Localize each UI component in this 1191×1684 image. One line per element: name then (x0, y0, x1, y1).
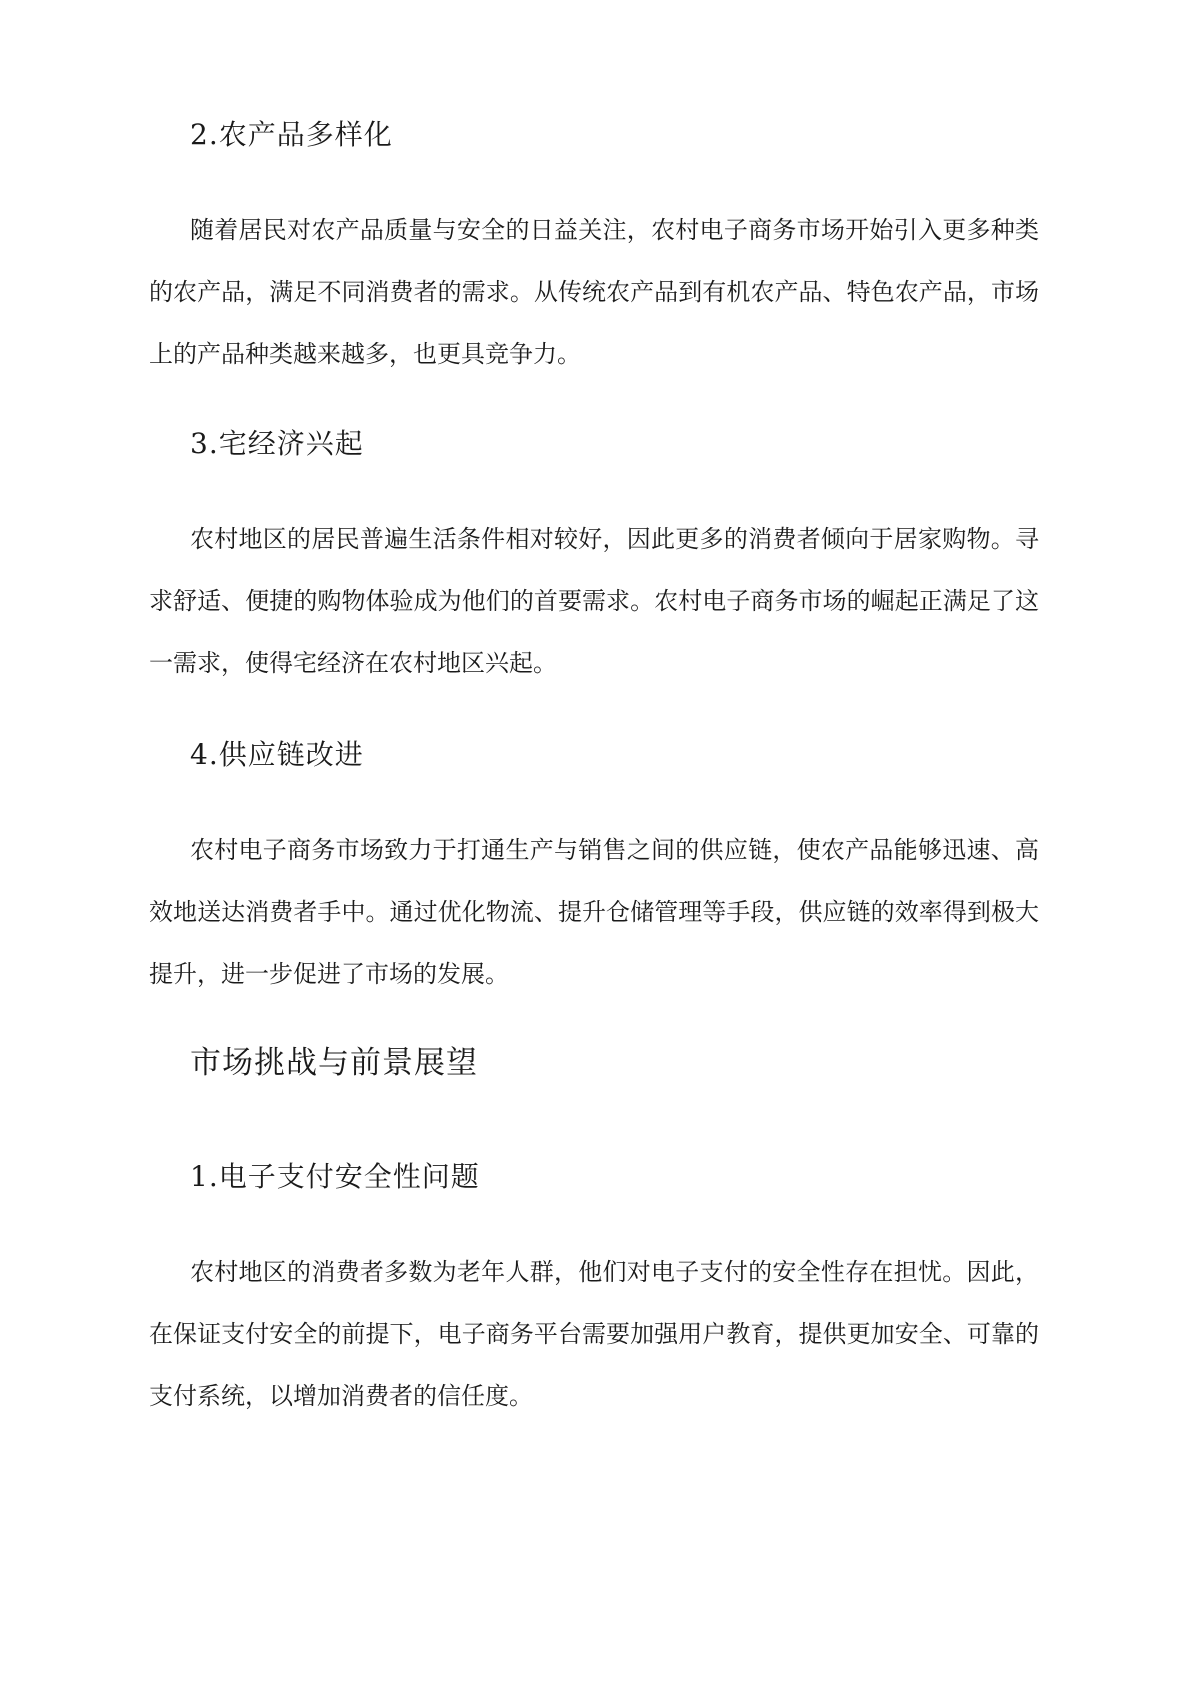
section-paragraph-supply-chain: 农村电子商务市场致力于打通生产与销售之间的供应链，使农产品能够迅速、高效地送达消费者手中。通过优化物流、提升仓储管理等手段，供应链的效率得到极大提升，进一步促进了市场的发展。 (149, 836, 1039, 988)
section-heading-supply-chain: 4.供应链改进 (190, 738, 364, 771)
section-heading-home-economy: 3.宅经济兴起 (190, 427, 364, 460)
chapter-title: 市场挑战与前景展望 (190, 1045, 478, 1081)
subsection-heading-payment-security: 1.电子支付安全性问题 (190, 1160, 480, 1193)
section-paragraph-home-economy: 农村地区的居民普遍生活条件相对较好，因此更多的消费者倾向于居家购物。寻求舒适、便捷的购物体验成为他们的首要需求。农村电子商务市场的崛起正满足了这一需求，使得宅经济在农村地区兴起。 (149, 525, 1039, 677)
section-paragraph-product-diversification: 随着居民对农产品质量与安全的日益关注，农村电子商务市场开始引入更多种类的农产品，满足不同消费者的需求。从传统农产品到有机农产品、特色农产品，市场上的产品种类越来越多，也更具竞争力。 (149, 216, 1039, 368)
subsection-paragraph-payment-security: 农村地区的消费者多数为老年人群，他们对电子支付的安全性存在担忧。因此，在保证支付安全的前提下，电子商务平台需要加强用户教育，提供更加安全、可靠的支付系统，以增加消费者的信任度。 (149, 1258, 1039, 1410)
section-heading-product-diversification: 2.农产品多样化 (190, 118, 393, 151)
